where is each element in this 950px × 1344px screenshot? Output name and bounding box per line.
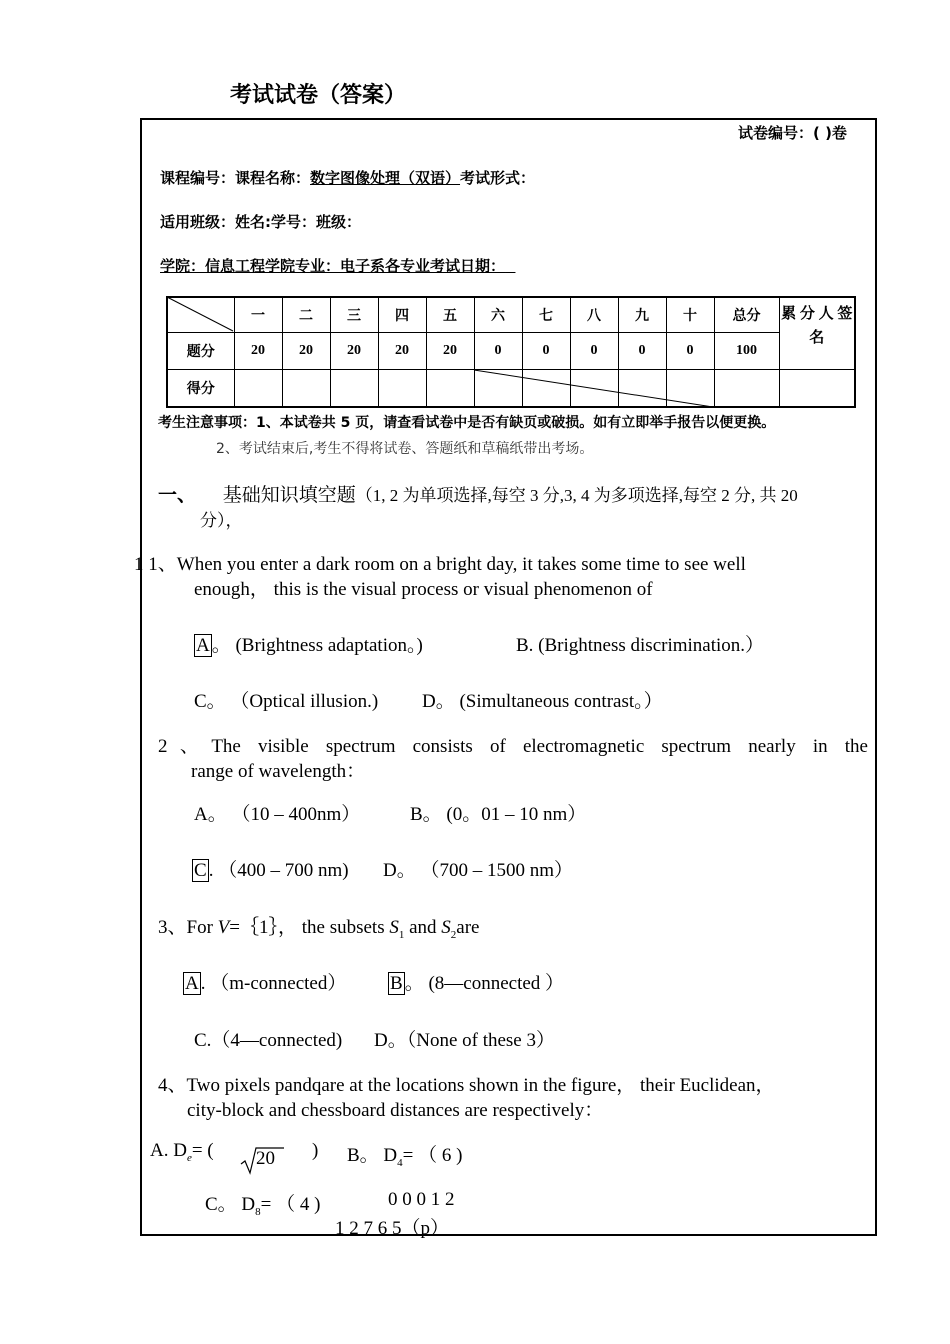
q1-line-2: enough， this is the visual process or visual phenomenon of bbox=[194, 579, 653, 600]
option-text: = （ 6 ) bbox=[402, 1145, 463, 1166]
header-cell: 三 bbox=[330, 297, 378, 333]
q4-option-b bbox=[347, 1140, 462, 1169]
q3-option-a[interactable] bbox=[183, 968, 346, 995]
q4-sub: e bbox=[186, 1151, 192, 1164]
option-text: = ( bbox=[191, 1140, 214, 1161]
q3-var-s: S bbox=[441, 917, 451, 938]
score-cell[interactable] bbox=[282, 369, 330, 407]
exam-frame bbox=[140, 118, 877, 1236]
course-name: 数字图像处理（双语） bbox=[310, 169, 461, 187]
score-cell[interactable] bbox=[474, 369, 522, 407]
points-cell: 0 bbox=[570, 333, 618, 370]
option-text: . （m-connected） bbox=[200, 973, 347, 994]
q3-text: and bbox=[404, 917, 442, 938]
q2-option-d[interactable]: D。 （700 – 1500 nm） bbox=[383, 860, 574, 881]
q1-line-1 bbox=[134, 549, 746, 576]
q2-line-2: range of wavelength： bbox=[191, 761, 366, 782]
q1-text: When you enter a dark room on a bright day, it takes some time to see well bbox=[176, 554, 746, 575]
points-cell: 20 bbox=[282, 333, 330, 370]
exam-note-2: 2、考试结束后,考生不得将试卷、答题纸和草稿纸带出考场。 bbox=[216, 441, 594, 457]
exam-note-1: 考生注意事项：1、本试卷共 5 页，请查看试卷中是否有缺页或破损。如有立即举手报告以便更换。 bbox=[158, 415, 776, 431]
signer-header: 累 分 人 签名 bbox=[779, 297, 855, 369]
class-line: 适用班级：姓名:学号：班级： bbox=[160, 213, 361, 231]
answer-box: C bbox=[194, 860, 207, 881]
q2-option-c[interactable] bbox=[192, 855, 349, 882]
q3-line-1 bbox=[158, 912, 479, 941]
score-cell[interactable] bbox=[666, 369, 714, 407]
header-cell: 十 bbox=[666, 297, 714, 333]
q3-option-c[interactable]: C.（4—connected) bbox=[194, 1030, 343, 1051]
score-cell[interactable] bbox=[330, 369, 378, 407]
q3-option-d[interactable]: D。（None of these 3） bbox=[374, 1030, 555, 1051]
q4-option-a bbox=[150, 1140, 214, 1164]
points-cell: 0 bbox=[618, 333, 666, 370]
header-cell: 六 bbox=[474, 297, 522, 333]
score-cell[interactable] bbox=[426, 369, 474, 407]
option-text: 。 (Brightness adaptation。) bbox=[211, 635, 423, 656]
q2-line-1: 2、The visible spectrum consists of electromagnetic spectrum nearly in the bbox=[158, 736, 868, 757]
section-1-heading bbox=[158, 480, 798, 507]
points-cell: 0 bbox=[666, 333, 714, 370]
pixel-grid-row-1: 0 0 0 1 2 bbox=[388, 1189, 455, 1210]
section-title: 基础知识填空题 bbox=[222, 484, 356, 506]
course-prefix: 课程编号：课程名称： bbox=[160, 169, 311, 187]
q3-option-b[interactable] bbox=[388, 968, 564, 995]
header-cell: 总分 bbox=[714, 297, 779, 333]
points-cell: 100 bbox=[714, 333, 779, 370]
score-cell[interactable] bbox=[378, 369, 426, 407]
header-cell: 二 bbox=[282, 297, 330, 333]
points-cell: 20 bbox=[330, 333, 378, 370]
points-cell: 20 bbox=[426, 333, 474, 370]
q4-option-a-close: ) bbox=[312, 1140, 319, 1161]
section-label: 一、 bbox=[158, 484, 197, 506]
q2-option-b[interactable]: B。 (0。01 – 10 nm） bbox=[410, 804, 587, 825]
score-cell[interactable] bbox=[570, 369, 618, 407]
points-cell: 0 bbox=[474, 333, 522, 370]
q2-option-a[interactable]: A。 （10 – 400nm） bbox=[194, 804, 361, 825]
header-cell: 五 bbox=[426, 297, 474, 333]
option-text: 。 (8—connected ） bbox=[404, 973, 565, 994]
signer-cell[interactable] bbox=[779, 369, 855, 407]
q4-option-c bbox=[205, 1189, 320, 1218]
score-cell[interactable] bbox=[522, 369, 570, 407]
college-line bbox=[160, 255, 515, 276]
header-cell: 一 bbox=[234, 297, 282, 333]
q1-number: 1 1、 bbox=[134, 554, 177, 575]
option-text: B。 D bbox=[347, 1145, 398, 1166]
header-cell: 四 bbox=[378, 297, 426, 333]
q3-var-s: S bbox=[389, 917, 399, 938]
option-text: = （ 4 ) bbox=[260, 1194, 321, 1215]
header-cell: 九 bbox=[618, 297, 666, 333]
score-header-row bbox=[167, 297, 855, 333]
q4-sub: 8 bbox=[255, 1205, 261, 1218]
score-table bbox=[166, 296, 856, 408]
points-cell: 20 bbox=[378, 333, 426, 370]
sqrt-value: 20 bbox=[256, 1148, 275, 1169]
score-row bbox=[167, 369, 855, 407]
q3-text: 3、For bbox=[158, 917, 218, 938]
q1-option-d[interactable]: D。 (Simultaneous contrast。） bbox=[422, 691, 663, 712]
q3-text: =｛1｝， the subsets bbox=[229, 917, 390, 938]
q1-option-a[interactable] bbox=[194, 630, 423, 657]
answer-box: A bbox=[185, 973, 199, 994]
answer-box: B bbox=[390, 973, 403, 994]
option-text: A. D bbox=[150, 1140, 187, 1161]
course-suffix: 考试形式： bbox=[460, 169, 536, 187]
q3-sub: 1 bbox=[398, 928, 405, 941]
score-cell[interactable] bbox=[714, 369, 779, 407]
q3-sub: 2 bbox=[450, 928, 457, 941]
q4-sub: 4 bbox=[397, 1156, 403, 1169]
course-line bbox=[160, 167, 535, 188]
q3-text: are bbox=[456, 917, 480, 938]
paper-number: 试卷编号：( )卷 bbox=[738, 124, 847, 142]
exam-title: 考试试卷（答案） bbox=[230, 83, 407, 108]
q3-var-v: V bbox=[217, 917, 230, 938]
row-label: 得分 bbox=[167, 369, 234, 407]
option-text: C。 D bbox=[205, 1194, 256, 1215]
section-desc: （1, 2 为单项选择,每空 3 分,3, 4 为多项选择,每空 2 分, 共 20 bbox=[355, 486, 798, 505]
option-text: . （400 – 700 nm) bbox=[208, 860, 349, 881]
header-cell: 七 bbox=[522, 297, 570, 333]
score-cell[interactable] bbox=[234, 369, 282, 407]
diagonal-cell bbox=[167, 297, 234, 333]
pixel-grid-row-2: 1 2 7 6 5（p） bbox=[335, 1218, 450, 1239]
score-cell[interactable] bbox=[618, 369, 666, 407]
q1-option-b[interactable]: B. (Brightness discrimination.） bbox=[516, 635, 765, 656]
q1-option-c[interactable]: C。 （Optical illusion.) bbox=[194, 691, 379, 712]
college-text: 学院：信息工程学院专业：电子系各专业考试日期： bbox=[160, 257, 506, 275]
q4-line-2: city-block and chessboard distances are respectively： bbox=[187, 1100, 604, 1121]
points-row bbox=[167, 333, 855, 370]
answer-box: A bbox=[196, 635, 210, 656]
row-label: 题分 bbox=[167, 333, 234, 370]
points-cell: 20 bbox=[234, 333, 282, 370]
header-cell: 八 bbox=[570, 297, 618, 333]
q4-line-1: 4、Two pixels pandqare at the locations shown in the figure， their Euclidean， bbox=[158, 1075, 775, 1096]
section-desc-cont: 分）， bbox=[200, 511, 243, 530]
points-cell: 0 bbox=[522, 333, 570, 370]
